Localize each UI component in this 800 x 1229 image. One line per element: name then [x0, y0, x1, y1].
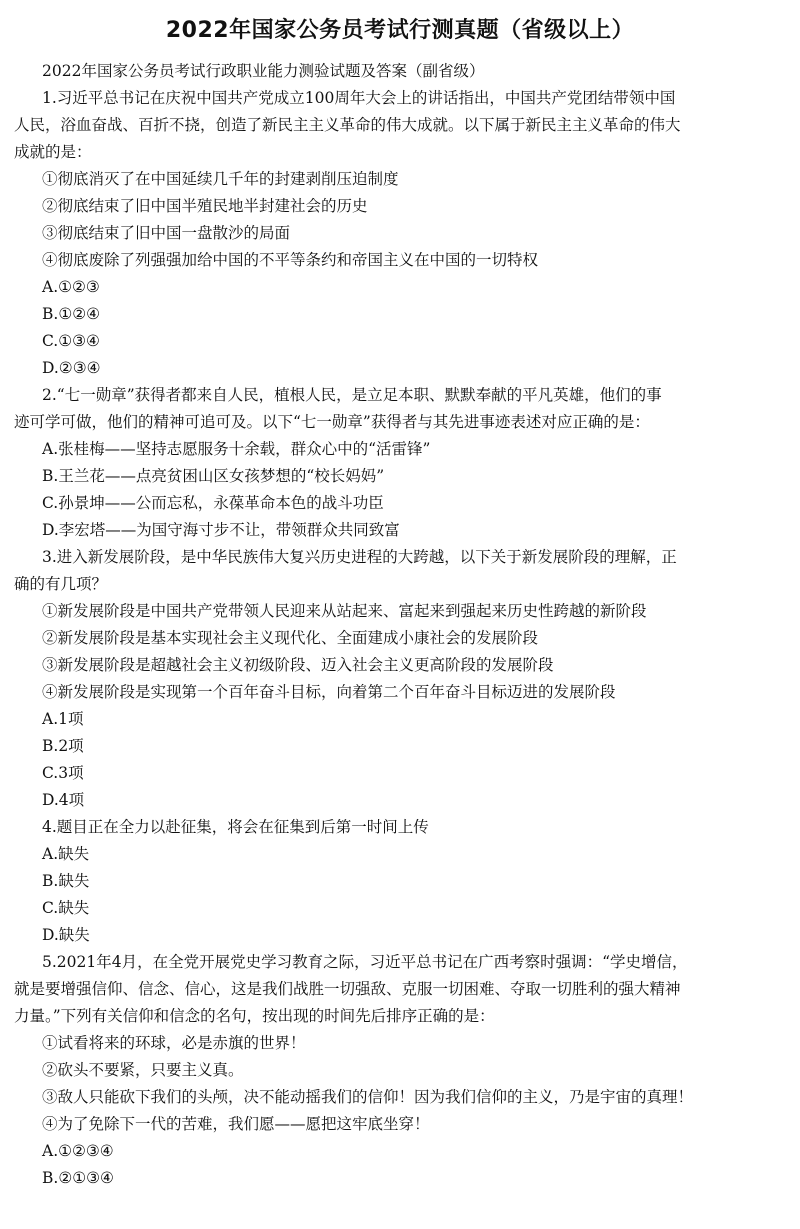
answer-option: D.②③④ — [42, 359, 101, 377]
question-stem-line: 力量。”下列有关信仰和信念的名句，按出现的时间先后排序正确的是： — [14, 1007, 495, 1025]
question-3 — [14, 544, 786, 814]
question-stem-line: 就是要增强信仰、信念、信心，这是我们战胜一切强敌、克服一切困难、夺取一切胜利的强大精神 — [14, 980, 681, 998]
answer-option: A.缺失 — [42, 845, 90, 863]
answer-option: B.②①③④ — [42, 1169, 114, 1187]
answer-option: C.缺失 — [42, 899, 90, 917]
answer-option: B.2项 — [42, 737, 84, 755]
question-stem-line: 确的有几项？ — [14, 575, 108, 593]
answer-option: D.缺失 — [42, 926, 90, 944]
question-stem-line: 3.进入新发展阶段，是中华民族伟大复兴历史进程的大跨越，以下关于新发展阶段的理解，正 — [42, 548, 677, 566]
statement: ②砍头不要紧，只要主义真。 — [42, 1061, 244, 1079]
answer-option: B.缺失 — [42, 872, 90, 890]
answer-option: D.4项 — [42, 791, 85, 809]
statement: ①彻底消灭了在中国延续几千年的封建剥削压迫制度 — [42, 170, 399, 188]
statement: ④新发展阶段是实现第一个百年奋斗目标，向着第二个百年奋斗目标迈进的发展阶段 — [42, 683, 616, 701]
statement: ②新发展阶段是基本实现社会主义现代化、全面建成小康社会的发展阶段 — [42, 629, 539, 647]
page-title: 2022年国家公务员考试行测真题（省级以上） — [165, 18, 635, 43]
statement: ③彻底结束了旧中国一盘散沙的局面 — [42, 224, 291, 242]
question-2 — [14, 382, 786, 544]
question-stem-line: 4.题目正在全力以赴征集，将会在征集到后第一时间上传 — [42, 818, 429, 836]
subtitle: 2022年国家公务员考试行政职业能力测验试题及答案（副省级） — [42, 62, 485, 80]
answer-option: A.张桂梅——坚持志愿服务十余载，群众心中的“活雷锋” — [42, 440, 431, 458]
question-stem-line: 人民，浴血奋战、百折不挠，创造了新民主主义革命的伟大成就。以下属于新民主主义革命的伟大 — [14, 116, 681, 134]
answer-option: A.①②③④ — [42, 1142, 114, 1160]
statement: ①试看将来的环球，必是赤旗的世界！ — [42, 1034, 306, 1052]
answer-option: A.①②③ — [42, 278, 100, 296]
question-stem-line: 1.习近平总书记在庆祝中国共产党成立100周年大会上的讲话指出，中国共产党团结带领中国 — [42, 89, 676, 107]
question-5 — [14, 949, 786, 1192]
answer-option: A.1项 — [42, 710, 84, 728]
answer-option: C.孙景坤——公而忘私，永葆革命本色的战斗功臣 — [42, 494, 384, 512]
statement: ③新发展阶段是超越社会主义初级阶段、迈入社会主义更高阶段的发展阶段 — [42, 656, 554, 674]
statement: ④为了免除下一代的苦难，我们愿——愿把这牢底坐穿！ — [42, 1115, 430, 1133]
question-4 — [14, 814, 786, 949]
answer-option: D.李宏塔——为国守海寸步不让，带领群众共同致富 — [42, 521, 400, 539]
answer-option: B.王兰花——点亮贫困山区女孩梦想的“校长妈妈” — [42, 467, 385, 485]
statement: ①新发展阶段是中国共产党带领人民迎来从站起来、富起来到强起来历史性跨越的新阶段 — [42, 602, 647, 620]
question-stem-line: 2.“七一勋章”获得者都来自人民，植根人民，是立足本职、默默奉献的平凡英雄，他们的事 — [42, 386, 662, 404]
statement: ②彻底结束了旧中国半殖民地半封建社会的历史 — [42, 197, 368, 215]
statement: ④彻底废除了列强强加给中国的不平等条约和帝国主义在中国的一切特权 — [42, 251, 539, 269]
answer-option: B.①②④ — [42, 305, 101, 323]
answer-option: C.3项 — [42, 764, 84, 782]
question-stem-line: 迹可学可做，他们的精神可追可及。以下“七一勋章”获得者与其先进事迹表述对应正确的是： — [14, 413, 650, 431]
question-stem-line: 5.2021年4月，在全党开展党史学习教育之际，习近平总书记在广西考察时强调：“学史增信， — [42, 953, 688, 971]
question-1 — [14, 85, 786, 382]
statement: ③敌人只能砍下我们的头颅，决不能动摇我们的信仰！因为我们信仰的主义，乃是宇宙的真理！ — [42, 1088, 694, 1106]
question-stem-line: 成就的是： — [14, 143, 92, 161]
answer-option: C.①③④ — [42, 332, 100, 350]
